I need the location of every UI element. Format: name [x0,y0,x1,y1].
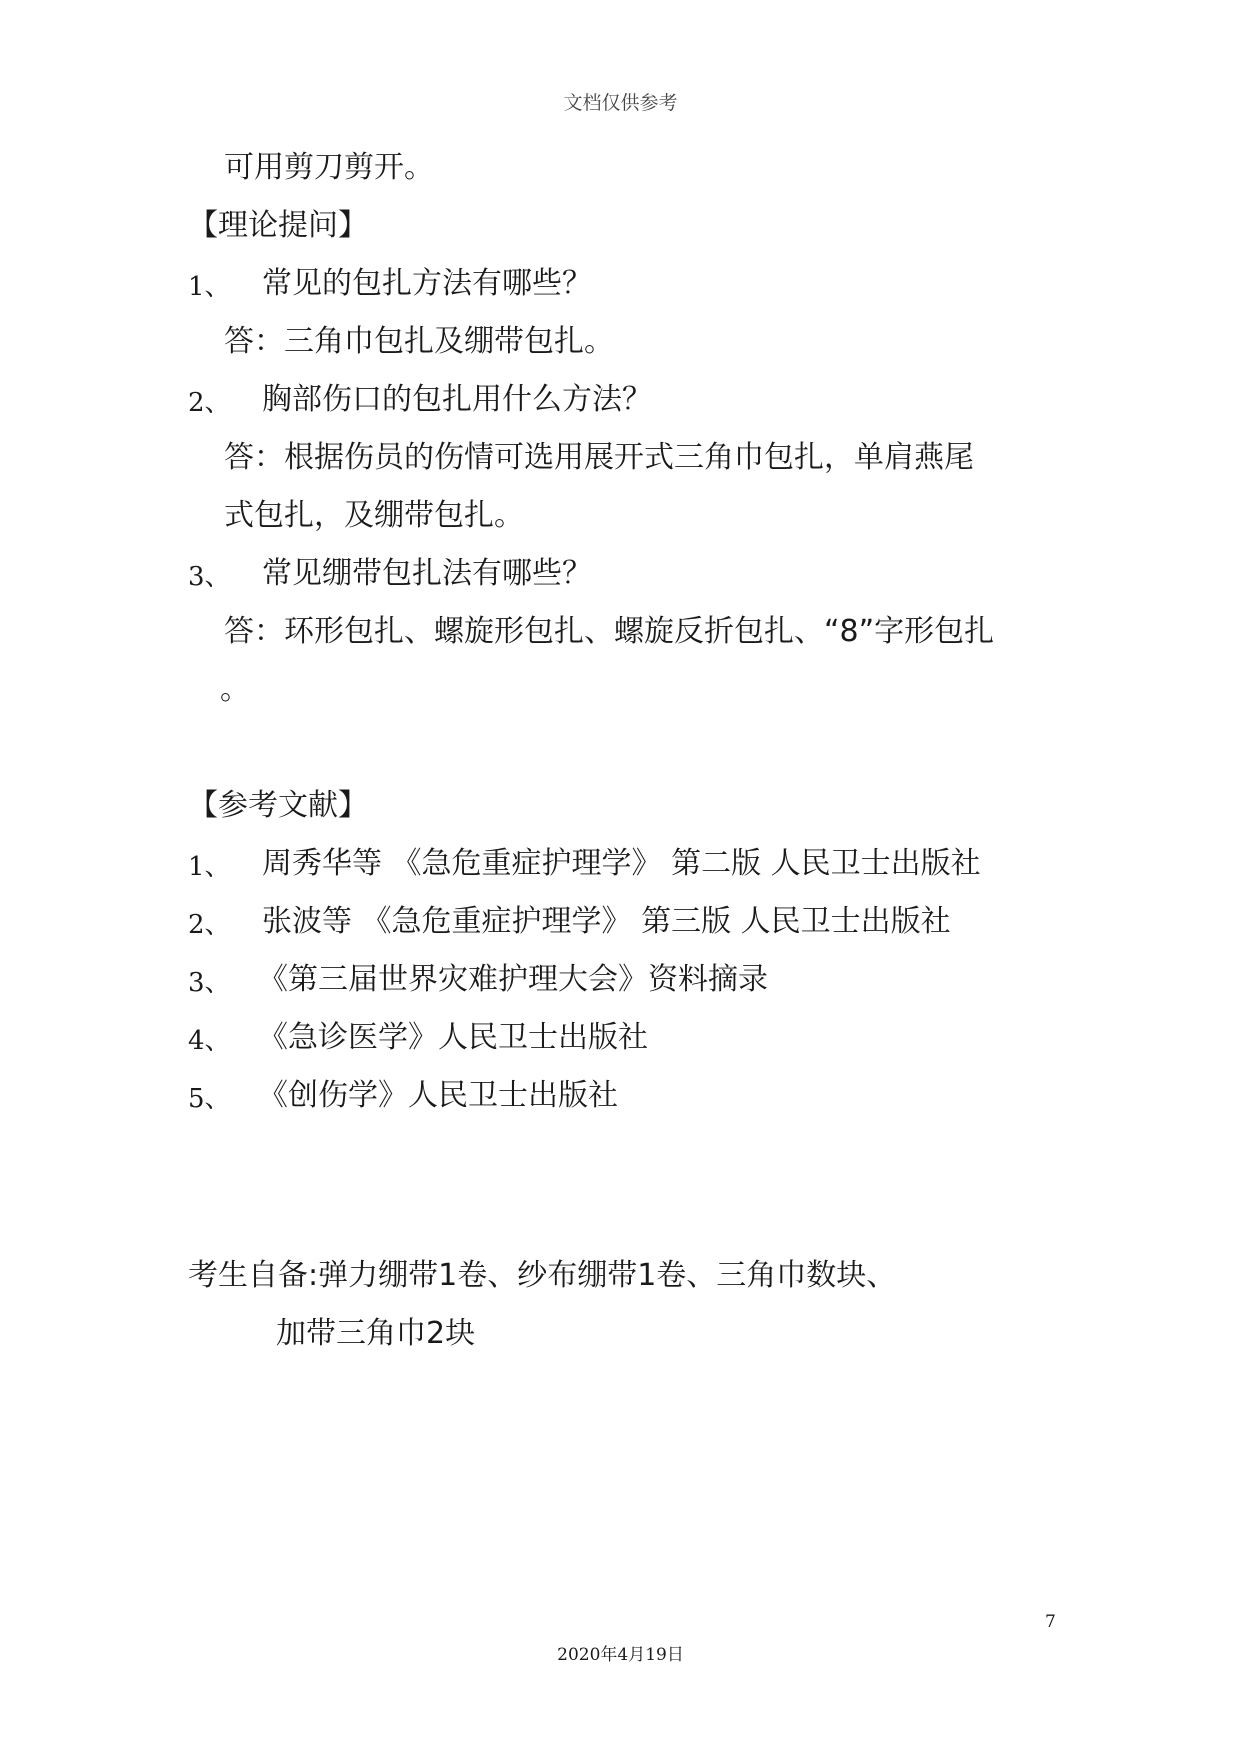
continuation-text: 可用剪刀剪开。 [224,150,434,185]
reference-item: 《创伤学》人民卫士出版社 [258,1078,618,1113]
answer-line: 。 [220,672,250,707]
reference-item: 张波等 《急危重症护理学》 第三版 人民卫士出版社 [262,904,951,939]
reference-number: 2、 [188,910,231,940]
answer-line: 式包扎，及绷带包扎。 [224,498,524,533]
supplies-line: 加带三角巾2块 [276,1316,476,1351]
question-number: 2、 [188,388,231,418]
page-header: 文档仅供参考 [563,92,678,114]
supplies-line: 考生自备:弹力绷带1卷、纱布绷带1卷、三角巾数块、 [188,1258,897,1293]
answer-line: 答：三角巾包扎及绷带包扎。 [224,324,614,359]
question-text: 常见的包扎方法有哪些？ [262,266,592,301]
reference-item: 周秀华等 《急危重症护理学》 第二版 人民卫士出版社 [262,846,981,881]
reference-item: 《第三届世界灾难护理大会》资料摘录 [258,962,768,997]
theory-heading: 【理论提问】 [188,208,368,243]
question-number: 3、 [188,562,231,592]
reference-number: 5、 [188,1084,231,1114]
question-text: 胸部伤口的包扎用什么方法？ [262,382,652,417]
answer-line: 答：环形包扎、螺旋形包扎、螺旋反折包扎、“8”字形包扎 [224,614,995,649]
references-heading: 【参考文献】 [188,788,368,823]
answer-line: 答：根据伤员的伤情可选用展开式三角巾包扎，单肩燕尾 [224,440,974,475]
reference-number: 4、 [188,1026,231,1056]
question-text: 常见绷带包扎法有哪些？ [262,556,592,591]
footer-date: 2020年4月19日 [557,1645,684,1665]
reference-item: 《急诊医学》人民卫士出版社 [258,1020,648,1055]
question-number: 1、 [188,272,231,302]
reference-number: 3、 [188,968,231,998]
reference-number: 1、 [188,852,231,882]
page-number: 7 [1045,1612,1056,1632]
